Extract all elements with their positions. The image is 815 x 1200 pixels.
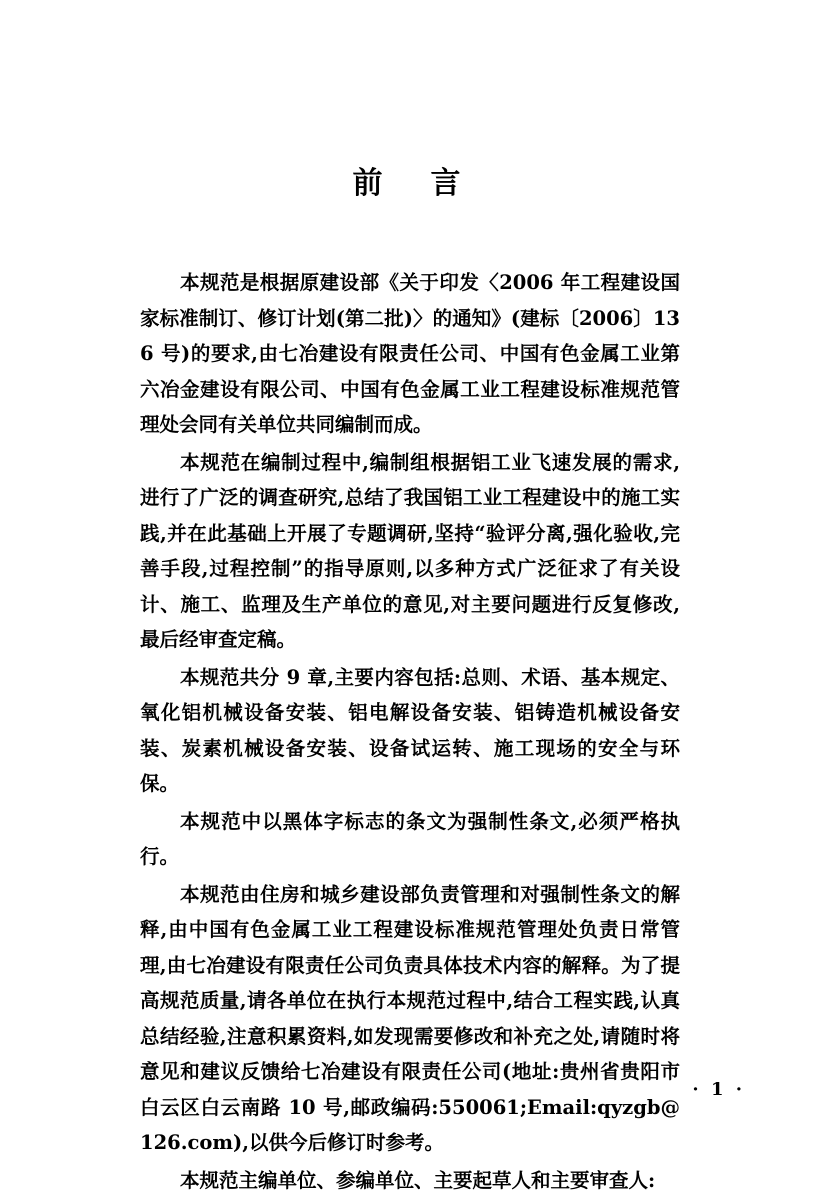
page-title-first-char: 前 (352, 166, 385, 201)
foreword-body (140, 265, 680, 1200)
paragraph: 本规范共分 9 章,主要内容包括:总则、术语、基本规定、氧化铝机械设备安装、铝电解设备安装、铝铸造机械设备安装、炭素机械设备安装、设备试运转、施工现场的安全与环保。 (140, 665, 680, 795)
paragraph: 本规范是根据原建设部《关于印发〈2006 年工程建设国家标准制订、修订计划(第二批)〉的通知》(建标〔2006〕136 号)的要求,由七冶建设有限责任公司、中国有色金属工业第六冶金建设有限公司、中国有色金属工业工程建设标准规范管理处会同有关单位共同编制而成。 (140, 271, 680, 436)
paragraph: 本规范主编单位、参编单位、主要起草人和主要审查人: (180, 1168, 656, 1192)
paragraph: 本规范中以黑体字标志的条文为强制性条文,必须严格执行。 (140, 809, 680, 868)
page-number: · 1 · (692, 1079, 745, 1100)
paragraph: 本规范由住房和城乡建设部负责管理和对强制性条文的解释,由中国有色金属工业工程建设标准规范管理处负责日常管理,由七冶建设有限责任公司负责具体技术内容的解释。为了提高规范质量,请各单位在执行本规范过程中,结合工程实践,认真总结经验,注意积累资料,如发现需要修改和补充之处,请随时将意见和建议反馈给七冶建设有限责任公司(地址:贵州省贵阳市白云区白云南路 10 号,邮政编码:550061;Email:qyzgb@126.com),以供今后修订时参考。 (140, 882, 680, 1154)
page-title (0, 158, 815, 202)
page-title-second-char: 言 (430, 166, 463, 201)
paragraph: 本规范在编制过程中,编制组根据铝工业飞速发展的需求,进行了广泛的调查研究,总结了我国铝工业工程建设中的施工实践,并在此基础上开展了专题调研,坚持“验评分离,强化验收,完善手段,过程控制”的指导原则,以多种方式广泛征求了有关设计、施工、监理及生产单位的意见,对主要问题进行反复修改,最后经审查定稿。 (140, 450, 680, 651)
